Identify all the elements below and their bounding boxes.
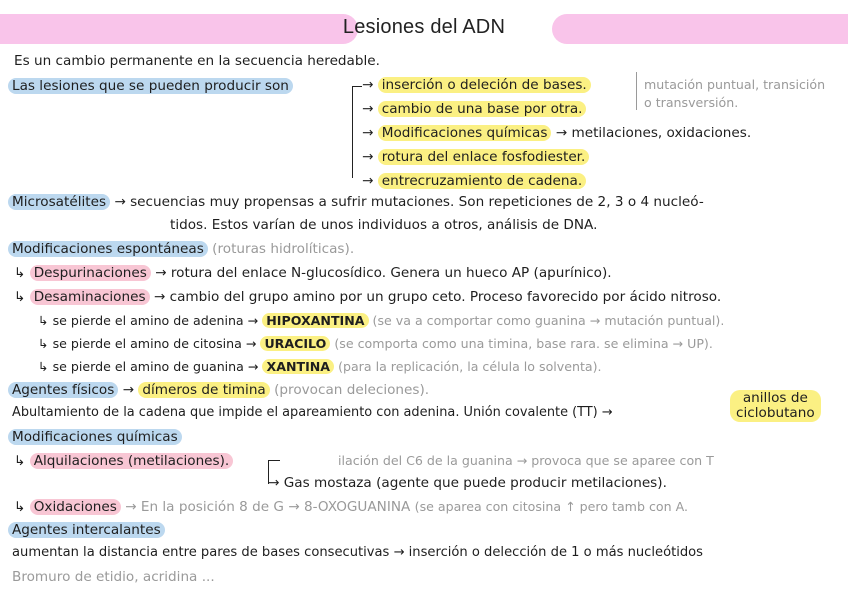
arrow-right-icon: → [601, 405, 613, 420]
microsat-text-1: secuencias muy propensas a sufrir mutaciones. Son repeticiones de 2, 3 o 4 nucleó- [130, 194, 704, 210]
intro-text: Es un cambio permanente en la secuencia heredable. [14, 53, 380, 69]
bracket-tick [268, 460, 280, 461]
espont-row [8, 240, 354, 258]
desamin-text: cambio del grupo amino por un grupo ceto. Proceso favorecido por ácido nitroso. [169, 289, 722, 305]
sub2-highlight: URACILO [260, 336, 330, 351]
arrow-right-icon: → [122, 382, 135, 398]
arrow-right-icon: → [247, 313, 259, 328]
microsat-row [8, 193, 704, 211]
mutation-bracket [636, 72, 637, 110]
bracket-tick [352, 86, 362, 87]
lesion-label-2: cambio de una base por otra. [378, 101, 587, 117]
sub3-note: (para la replicación, la célula lo solventa). [338, 359, 602, 374]
espont-note: (roturas hidrolíticas). [212, 241, 355, 257]
oxid-note-2: (se aparea con citosina ↑ pero tamb con A. [414, 499, 688, 514]
page-title: Lesiones del ADN [342, 16, 506, 38]
alquil-row [14, 452, 233, 470]
interc-examples: Bromuro de etidio, acridina ... [12, 569, 215, 585]
fisicos-row [8, 381, 429, 399]
arrow-right-icon: → [247, 359, 259, 374]
desamin-sub-3 [38, 358, 602, 376]
lesion-label-4: rotura del enlace fosfodiester. [378, 149, 590, 165]
mutation-note-2: o transversión. [644, 95, 739, 110]
lesion-item-2 [362, 100, 586, 118]
lesion-item-3 [362, 124, 751, 142]
corner-arrow-icon: ↳ [14, 453, 26, 469]
espont-label: Modificaciones espontáneas [8, 241, 208, 257]
gas-row [268, 474, 667, 492]
arrow-right-icon: → [153, 289, 166, 305]
abulta-row [12, 404, 613, 422]
arrow-right-icon: → [362, 77, 374, 93]
interc-row [8, 521, 165, 539]
alquil-note: ilación del C6 de la guanina → provoca que se aparee con T [338, 453, 714, 468]
arrow-right-icon: → [114, 194, 126, 210]
dimeros-label: dímeros de timina [138, 382, 269, 398]
arrow-right-icon: → [362, 173, 374, 189]
oxid-note-1: En la posición 8 de G → 8-OXOGUANINA [140, 499, 411, 515]
alquil-label: Alquilaciones (metilaciones). [30, 453, 234, 469]
anillos-line-1: anillos de [742, 390, 808, 406]
arrow-right-icon: → [155, 265, 167, 281]
lesiones-bracket [352, 86, 353, 178]
corner-arrow-icon: ↳ [14, 499, 26, 515]
quimicas-label: Modificaciones químicas [8, 429, 182, 445]
sub1-text: se pierde el amino de adenina [52, 313, 244, 328]
gas-text: Gas mostaza (agente que puede producir metilaciones). [283, 475, 667, 491]
microsat-text-2: tidos. Estos varían de unos individuos a otros, análisis de DNA. [170, 217, 598, 233]
modif-detail: metilaciones, oxidaciones. [571, 125, 752, 141]
abulta-text: Abultamiento de la cadena que impide el apareamiento con adenina. Unión covalente (TT) [12, 405, 598, 420]
oxid-row [14, 498, 688, 516]
lesion-item-5 [362, 172, 586, 190]
sub2-note: (se comporta como una timina, base rara. se elimina → UP). [334, 336, 713, 351]
mutation-note-1: mutación puntual, transición [644, 77, 826, 92]
lesion-item-1 [362, 76, 591, 94]
desamin-row [14, 288, 721, 306]
quimicas-row [8, 428, 182, 446]
corner-arrow-icon: ↳ [14, 265, 26, 281]
corner-arrow-icon: ↳ [38, 359, 49, 374]
despur-label: Despurinaciones [30, 265, 151, 281]
lesion-label-1: inserción o deleción de bases. [378, 77, 591, 93]
microsat-label: Microsatélites [8, 194, 110, 210]
arrow-right-icon: → [362, 149, 374, 165]
interc-text: aumentan la distancia entre pares de bases consecutivas → inserción o delección de 1 o más nucleótidos [12, 545, 704, 560]
oxid-label: Oxidaciones [30, 499, 121, 515]
corner-arrow-icon: ↳ [38, 336, 49, 351]
lesiones-label: Las lesiones que se pueden producir son [8, 78, 293, 94]
desamin-sub-2 [38, 335, 713, 353]
lesion-label-5: entrecruzamiento de cadena. [378, 173, 586, 189]
arrow-right-icon: → [362, 101, 374, 117]
interc-label: Agentes intercalantes [8, 522, 165, 538]
lesion-label-3: Modificaciones químicas [378, 125, 552, 141]
desamin-sub-1 [38, 312, 724, 330]
lesion-item-4 [362, 148, 589, 166]
sub3-highlight: XANTINA [262, 359, 334, 374]
despur-row [14, 264, 612, 282]
fisicos-label: Agentes físicos [8, 382, 118, 398]
desamin-label: Desaminaciones [30, 289, 150, 305]
arrow-right-icon: → [268, 475, 280, 491]
fisicos-note: (provocan deleciones). [274, 382, 430, 398]
despur-text: rotura del enlace N-glucosídico. Genera un hueco AP (apurínico). [170, 265, 612, 281]
anillos-line-2: ciclobutano [736, 405, 815, 421]
corner-arrow-icon: ↳ [14, 289, 26, 305]
sub3-text: se pierde el amino de guanina [52, 359, 244, 374]
arrow-right-icon: → [245, 336, 257, 351]
sub1-note: (se va a comportar como guanina → mutación puntual). [372, 313, 725, 328]
arrow-right-icon: → [555, 125, 568, 141]
arrow-right-icon: → [125, 499, 137, 515]
lesiones-heading [8, 77, 293, 95]
sub2-text: se pierde el amino de citosina [52, 336, 242, 351]
arrow-right-icon: → [362, 125, 374, 141]
corner-arrow-icon: ↳ [38, 313, 49, 328]
anillos-box [730, 390, 821, 422]
sub1-highlight: HIPOXANTINA [262, 313, 368, 328]
